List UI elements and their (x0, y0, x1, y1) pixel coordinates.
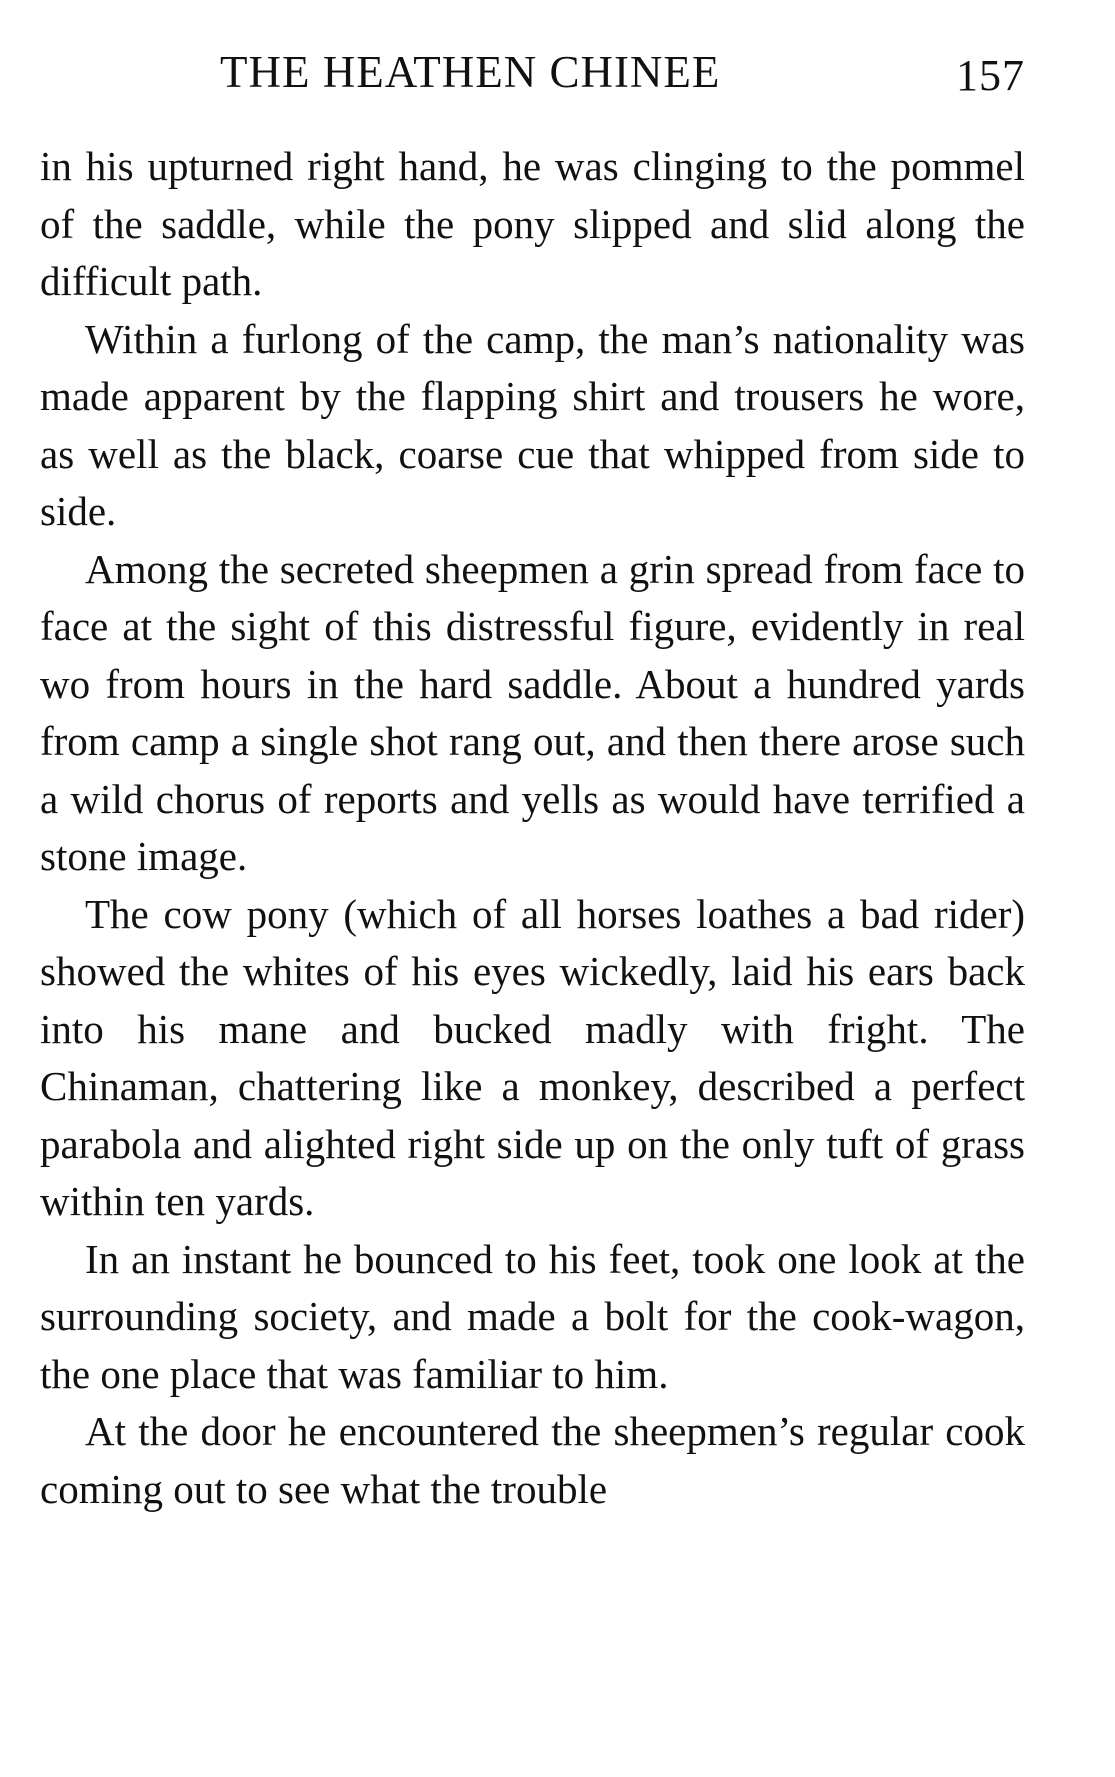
paragraph-cow-pony: The cow pony (which of all horses loathes a bad rider) showed the whites of his eyes wickedly, laid his ears back into his mane and bucked madly with fright. The Chinaman, chattering like a monkey, described a perfect parabola and alighted right side up on the only tuft of grass within ten yards. (40, 890, 1025, 1224)
running-head (40, 46, 1025, 106)
running-title: THE HEATHEN CHINEE (220, 47, 721, 97)
paragraph-regular-cook: At the door he encountered the sheepmen’s regular cook coming out to see what the trouble (40, 1408, 1025, 1512)
paragraph-continued: in his upturned right hand, he was clinging to the pommel of the saddle, while the pony slipped and slid along the difficult path. (40, 143, 1025, 304)
body-text (40, 138, 1025, 1518)
paragraph-sheepmen-grin: Among the secreted sheepmen a grin spread from face to face at the sight of this distressful figure, evidently in real wo from hours in the hard saddle. About a hundred yards from camp a single shot rang out, and then there arose such a wild chorus of reports and yells as would have terrified a stone image. (40, 545, 1025, 879)
paragraph-bolt-for-wagon: In an instant he bounced to his feet, took one look at the surrounding society, and made a bolt for the cook-wagon, the one place that was familiar to him. (40, 1235, 1025, 1397)
page-number: 157 (956, 51, 1025, 100)
paragraph-nationality: Within a furlong of the camp, the man’s nationality was made apparent by the flapping shirt and trousers he wore, as well as the black, coarse cue that whipped from side to side. (40, 315, 1025, 534)
